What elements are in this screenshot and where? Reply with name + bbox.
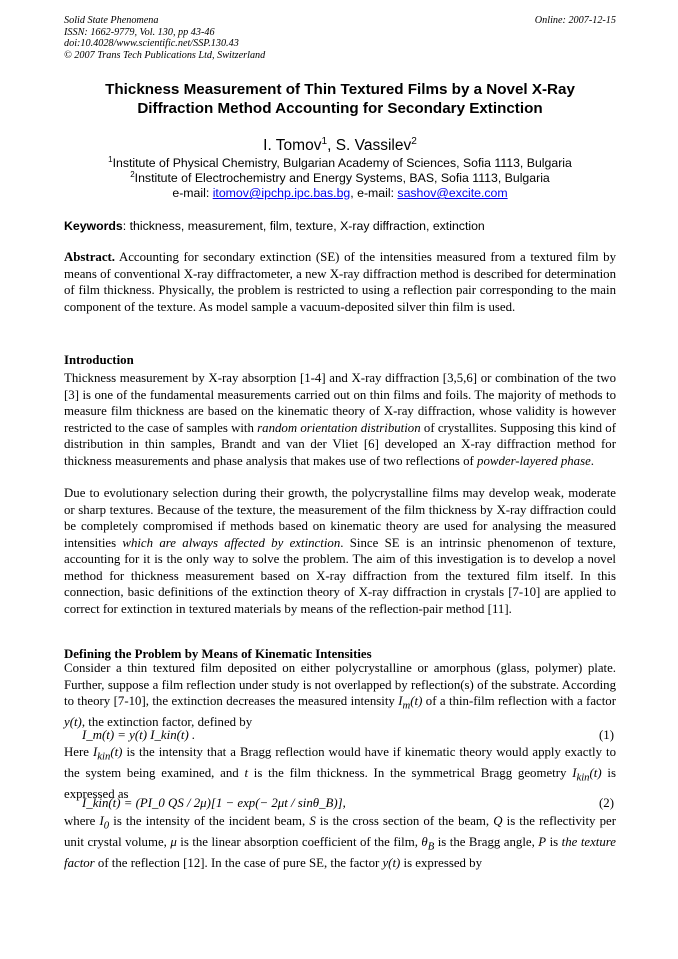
intro-p1-emphasis-1: random orientation distribution [257,420,421,435]
def-p3-text-e: is the linear absorption coefficient of the film, [176,835,422,850]
affiliation-2 [64,171,616,186]
def-p3-text-h: of the reflection [12]. In the case of pure SE, the factor [94,856,383,871]
subscript-0: 0 [103,819,110,832]
doi: doi:10.4028/www.scientific.net/SSP.130.43 [64,38,239,49]
introduction-paragraph-2 [64,485,616,617]
abstract-text: Accounting for secondary extinction (SE) of the intensities measured from a textured film by means of conventional X-ray diffractometer, a new X-ray diffraction method is described for determination of film thickness. Physically, the problem is restricted to using a reflection pair corresponding to the main component of the texture. As model sample a vacuum-deposited silver thin film is used. [64,250,616,314]
equation-2: I_kin(t) = (PI_0 QS / 2μ)[1 − exp(− 2μt / sinθ_B)], [82,796,346,810]
email-label-1: e-mail: [172,186,213,200]
symbol-y-t-2: y(t) [382,856,401,871]
def-p2-text-b: is the intensity that a Bragg reflection would have if kinematic theory would apply exactly to the system being examined, and [64,745,616,781]
def-p2-text-c: is the film thickness. In the symmetrical Bragg geometry [248,766,573,781]
def-p3-text-c: is the cross section of the beam, [315,814,494,828]
symbol-theta: θ [421,835,428,850]
symbol-Q: Q [493,814,503,828]
subscript-m: m [402,699,411,712]
title-line-1: Thickness Measurement of Thin Textured Films by a Novel X-Ray [105,81,575,98]
introduction-paragraph-1 [64,370,616,469]
title-line-2: Diffraction Method Accounting for Secondary Extinction [137,100,543,117]
affiliation-1-text: Institute of Physical Chemistry, Bulgarian Academy of Sciences, Sofia 1113, Bulgaria [112,156,572,170]
journal-header [64,15,616,61]
symbol-t-arg: (t) [410,694,423,709]
emails [64,186,616,201]
symbol-mu: μ [170,835,177,850]
symbol-I0: I [99,814,104,828]
author-2: S. Vassilev [335,137,412,154]
intro-p1-emphasis-2: powder-layered phase [477,453,591,468]
def-p2-text-d: is expressed as [64,766,616,802]
symbol-S: S [309,814,316,828]
paper-title [64,80,616,118]
def-p1-text-c: , the extinction factor, defined by [81,715,253,730]
keywords [64,219,616,234]
abstract [64,249,616,315]
equation-2-number: (2) [599,796,614,810]
def-p3-text-g: is [546,835,562,850]
subscript-kin: kin [97,750,111,763]
affiliation-2-text: Institute of Electrochemistry and Energy Systems, BAS, Sofia 1113, Bulgaria [134,171,550,185]
defining-paragraph-1 [64,660,616,731]
def-p3-text-d: is the reflectivity per unit crystal volume, [64,814,616,850]
def-p3-text-b: is the intensity of the incident beam, [109,814,310,828]
authors [64,137,616,155]
symbol-t-arg-2: (t) [110,745,123,759]
subscript-kin-2: kin [576,771,590,784]
online-date: Online: 2007-12-15 [534,15,616,26]
defining-problem-heading: Defining the Problem by Means of Kinematic Intensities [64,647,372,661]
email-link-1[interactable]: itomov@ipchp.ipc.bas.bg [212,186,351,200]
keywords-label: Keywords [64,219,123,233]
subscript-B: B [427,840,435,853]
defining-paragraph-3 [64,813,616,872]
symbol-t-arg-3: (t) [589,766,602,781]
issn: ISSN: 1662-9779, Vol. 130, pp 43-46 [64,26,215,38]
author-separator: , [327,137,336,154]
def-p3-text-f: is the Bragg angle, [434,835,539,850]
symbol-I-kin: I [92,745,98,759]
abstract-label: Abstract. [64,250,116,264]
email-link-2[interactable]: sashov@excite.com [397,186,508,200]
intro-p1-text-c: . [590,453,595,468]
symbol-t: t [244,766,249,781]
affiliation-2-mark: 2 [130,169,135,179]
symbol-I-kin-2: I [572,766,577,781]
author-2-affiliation-mark: 2 [411,135,417,147]
def-p1-text-b: of a thin-film reflection with a factor [422,694,616,709]
email-separator: , e-mail: [350,186,398,200]
journal-name: Solid State Phenomena [64,15,159,26]
author-1-affiliation-mark: 1 [321,135,328,147]
affiliation-1-mark: 1 [108,154,113,164]
symbol-P: P [538,835,547,850]
author-1: I. Tomov [263,137,322,154]
intro-p2-text-a: Due to evolutionary selection during their growth, the polycrystalline films may develop weak, moderate or sharp textures. Because of the texture, the measurement of the film thickness by X-ray diffraction could be completely compromised if methods based on kinematic theory are used for analysing the measured intensities [64,486,616,550]
texture-factor-emphasis: the texture factor [64,835,616,871]
equation-1: I_m(t) = y(t) I_kin(t) . [82,728,196,742]
defining-paragraph-2 [64,744,616,803]
def-p3-text-i: is expressed by [400,856,482,871]
def-p3-text-a: where [64,814,100,828]
intro-p1-text-b: of crystallites. Supposing this kind of distribution in thin samples, Brandt and van der Vliet [6] developed an X-ray diffraction method for thickness measurements and phase analysis that makes use of two reflections of [64,420,616,468]
equation-1-number: (1) [599,728,614,742]
keywords-text: : thickness, measurement, film, texture, X-ray diffraction, extinction [122,219,485,233]
def-p1-text-a: Consider a thin textured film deposited on either polycrystalline or amorphous (glass, polymer) plate. Further, suppose a film reflection under study is not overlapped by reflection(s) of the substrate. According to theory [7-10], the extinction decreases the measured intensity [64,661,616,709]
affiliation-1 [64,156,616,171]
copyright: © 2007 Trans Tech Publications Ltd, Switzerland [64,49,266,61]
def-p2-text-a: Here [64,745,93,759]
intro-p1-text-a: Thickness measurement by X-ray absorption [1-4] and X-ray diffraction [3,5,6] or combination of the two [3] is one of the fundamental measurements carried out on thin films and foils. The majority of methods to measure film thickness are based on the kinematic theory of X-ray diffraction, whose validity is however restricted to the case of samples with [64,371,616,435]
intro-p2-emphasis: which are always affected by extinction [122,535,341,550]
intro-p2-text-b: . Since SE is an intrinsic phenomenon of texture, accounting for it is the only way to solve the problem. The aim of this investigation is to develop a novel method for thickness measurement based on X-ray diffraction from the textured film itself. In this connection, basic definitions of the extinction theory of X-ray diffraction in crystals [7-10] are applied to correct for extinction in textured materials by means of the reflection-pair method [11]. [64,535,616,616]
introduction-heading: Introduction [64,353,134,367]
symbol-I: I [398,694,403,709]
symbol-y-t: y(t) [64,715,82,730]
